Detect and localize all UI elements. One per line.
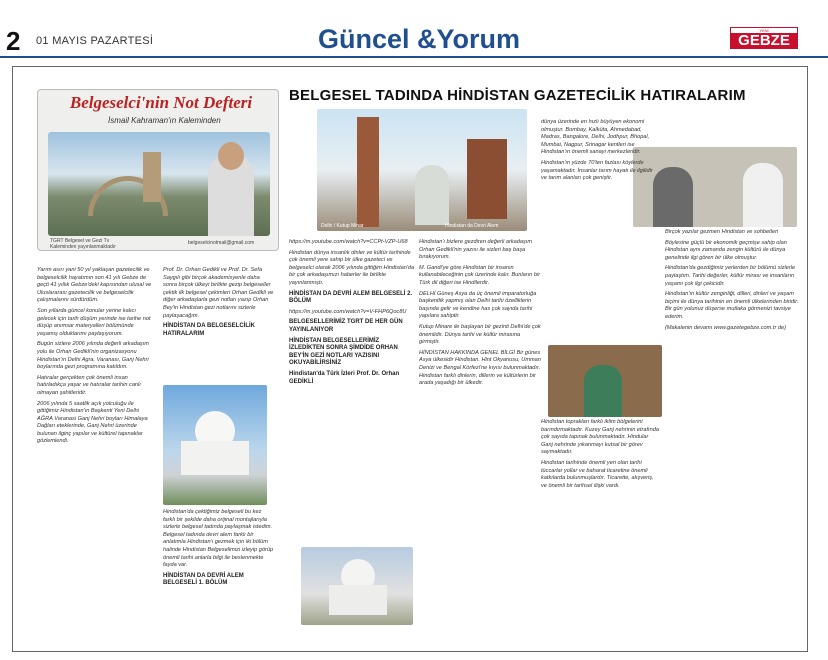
paragraph: Hindistan'ı bizlere gezdiren değerli arkadaşım Orhan Gedikli'nin yazısı ile sizleri baş başa bırakıyorum. bbox=[419, 239, 533, 261]
paragraph: dünya üzerinde en hızlı büyüyen ekonomi olmuştur. Bombay, Kalküta, Ahmedabad, Madras, Bangalore, Delhi, Jodhpur, Bhopal, Mumbai, Nagpur, Srinagar kentleri ise Hindistan'ın önemli sanayi merkezleridir. bbox=[541, 119, 650, 156]
photo-caption-left: Delhi / Kutup Minar bbox=[321, 223, 364, 229]
text-column-2 bbox=[163, 267, 275, 383]
subheading: BELGESELLERİMİZ TGRT DE HER GÜN YAYINLANIYOR bbox=[289, 319, 403, 333]
article-headline: BELGESEL TADINDA HİNDİSTAN GAZETECİLİK HATIRALARIM bbox=[289, 87, 746, 104]
paragraph: Hindistan'da gezdiğimiz yerlerden bir bölümü sizlerle paylaştım. Tarihi değerler, kültür mirası ve insanların yaşamı çok ilgi çekicidir. bbox=[665, 265, 796, 287]
ruin-shape bbox=[467, 139, 507, 219]
banner-photo bbox=[48, 132, 270, 236]
photo-caption: Birçok yazılar gezmen Hindistan ve sohbetleri bbox=[665, 229, 779, 235]
subheading: HİNDİSTAN DA DEVRİ ALEM BELGESELİ 1. BÖLÜM bbox=[163, 572, 244, 587]
author-head bbox=[218, 142, 244, 170]
video-link[interactable]: https://m.youtube.com/watch?v=CCPt-VZP-U68 bbox=[289, 239, 408, 245]
paragraph: Hindistan toprakları farklı iklim bölgelerini barındırmaktadır. Kuzey Ganj nehrinin etrafında çok sayıda tapınak bulunmaktadır. Hindular Ganj nehrinde yıkanmayı kutsal bir görev saymaktadır. bbox=[541, 419, 659, 456]
paragraph: Hindistan'ın kültür zenginliği, dilleri, dinleri ve yaşam biçimi ile dünya tarihinin en önemli ülkelerinden biridir. Bir gün yolunuz düşerse mutlaka görmenizi tavsiye ederim. bbox=[665, 291, 799, 320]
paragraph: Kutup Minare ile başlayan bir gezinti Delhi'de çok önemlidir. Dünya tarihi ve kültür mirasına girmiştir. bbox=[419, 323, 541, 346]
newspaper-logo bbox=[730, 27, 798, 49]
paragraph: Hatıralar gerçekten çok önemli insan hatırladıkça yaşar ve hatıralar tarihin canlı olmayan şahitleridir. bbox=[37, 374, 141, 396]
paragraph: 2006 yılında 5 saatlik açık yolculuğu ile gittiğimiz Hindistan'ın Başkenti Yeni Delhi AĞRA Varanasi Ganj Nehri boyları Himalaya Dağları eteklerinde, Ganj Nehri üzerinde bulunan ilginç yapılar ve kültürel tapınaklar gözlemlendi. bbox=[37, 400, 148, 445]
building-shape-2 bbox=[329, 585, 387, 615]
column-title: Belgeselci'nin Not Defteri bbox=[69, 93, 253, 112]
subheading: Hindistan'da Türk İzleri Prof. Dr. Orhan GEDİKLİ bbox=[289, 370, 400, 385]
man-left-shape bbox=[653, 167, 693, 227]
text-column-5 bbox=[541, 119, 659, 345]
banner-email: belgeselcinotmail@gmail.com bbox=[188, 240, 255, 246]
paragraph: Böylesine güçlü bir ekonomik geçmişe sahip olan Hindistan aynı zamanda zengin kültürü ile dünya genelinde ilgi gören bir ülke olmuştur. bbox=[665, 239, 787, 261]
section-title: Güncel &Yorum bbox=[318, 24, 521, 54]
text-column-6 bbox=[665, 229, 803, 649]
logo-main-text: GEBZE bbox=[731, 33, 797, 49]
subheading: HİNDİSTAN DA BELGESELCİLİK HATIRALARIM bbox=[163, 323, 256, 337]
paragraph: (Makalenin devamı www.gazetegebze.com.tr de) bbox=[665, 324, 786, 331]
paragraph: M. Gandi'ye göre Hindistan bir insanın kullanabileceğinin çok üzerinde kalır. Bunların bir Türk dil diğeri ise Hindilerdir. bbox=[419, 264, 541, 286]
paragraph: Hindistan'ın yüzde 70'ten fazlası köylerde yaşamaktadır. İnsanlar tarım hayatı ile ilgilidir ve tarım alanları çok geniştir. bbox=[541, 159, 653, 182]
man-right-shape bbox=[743, 163, 783, 227]
paragraph: Hindistan dünya insanlık dinler ve kültür tarihinde çok önemli yere sahip bir ülke gazeteci ve belgeselci olarak 2006 yılında gittiğim Hindistan'da bir çok arkadaşımızı haberler ile birlikte yayınlanmıştı. bbox=[289, 249, 415, 286]
masthead bbox=[0, 0, 828, 62]
person-shape bbox=[415, 165, 449, 225]
tower-shape bbox=[143, 152, 161, 202]
text-column-2b bbox=[163, 509, 275, 645]
photo-caption-right: Hindistan da Devri Alem bbox=[445, 223, 499, 229]
photo-shopkeeper bbox=[548, 345, 662, 417]
text-column-3 bbox=[289, 239, 415, 545]
logo-small-text: YENİ bbox=[759, 28, 769, 33]
paragraph: Hindistan'da çektiğimiz belgeseli bu kez farklı bir şekilde daha orijinal montajlarıyla sizlerle belgesel tadında paylaşmak istedim. Belgesel tadında devri alem farklı bir anlatımla Hindistan'ı gezmek için iki bölüm halinde Hindistan Belgeselimizi izleyip görüp önemli tarihi anlarla bilgi ile beslenmekte fayda var. bbox=[163, 509, 274, 569]
subheading: HİNDİSTAN BELGESELLERİMİZ İZLEDİKTEN SONRA ŞİMDİDE ORHAN BEY'İN GEZİ NOTLARI YAZISINI OKUYABİLİRSİNİZ bbox=[289, 337, 398, 367]
article-frame bbox=[12, 66, 808, 652]
banner-caption-1: TGRT Belgesel ve Gezi Tv bbox=[50, 238, 110, 244]
paragraph: DELHİ Güneş Asya da üç önemli imparatorluğa başkentlik yapmış olan Delhi tarihi özelliklerin başında gelir ve kendine has çok sayıda tarihi yapılara sahiptir. bbox=[419, 290, 537, 320]
text-column-5b bbox=[541, 419, 659, 647]
paragraph: Bugün sizlere 2006 yılında değerli arkadaşım yolu ile Orhan Gedikli'nin organizasyonu Hindistan'ın Delhi Agra, Varanası, Ganj Nehri boylarında gezi programına katıldım. bbox=[37, 341, 149, 371]
minaret-shape bbox=[357, 117, 379, 227]
page-number: 2 bbox=[6, 26, 21, 56]
paragraph: Hindistan tarihinde önemli yeri olan tarihi tüccarlar yollar ve baharat ticaretine önemli katkılarda bulunmuşlardır. Ticarette, alışveriş, ve önemli bir tarihsel ilişki vardı. bbox=[541, 459, 654, 489]
photo-qutub-minar bbox=[317, 109, 527, 231]
issue-date: 01 MAYIS PAZARTESİ bbox=[36, 35, 154, 47]
paragraph: HİNDİSTAN HAKKINDA GENEL BİLGİ Bir günes Asya ülkesidir Hindistan. Hint Okyanusu, Umman Denizi ve Bengal Körfezi'ne kıyısı bulunmaktadır. Hindistan farklı dinlerin, dillerin ve kültürlerin bir arada yaşadığı bir ülkedir. bbox=[419, 349, 541, 387]
video-link[interactable]: https://m.youtube.com/watch?v=V-FHP6Qoc8U bbox=[289, 308, 407, 315]
text-column-1 bbox=[37, 267, 155, 647]
column-banner bbox=[37, 89, 279, 251]
photo-taj-mahal bbox=[163, 385, 267, 505]
building-shape bbox=[181, 441, 249, 475]
paragraph: Son yıllarda güncel konular yerine kalıcı gelecek için tarih düşüm yerinde ise tarihe not düşüp anımsar materyalleri bölümünde yaşamış olduklarımı paylaşıyorum. bbox=[37, 307, 151, 337]
photo-taj-mahal-2 bbox=[301, 547, 413, 625]
column-author: İsmail Kahraman'ın Kaleminden bbox=[108, 116, 221, 125]
subheading: HİNDİSTAN DA DEVRİ ALEM BELGESELİ 2. BÖLÜM bbox=[289, 290, 413, 305]
text-column-4 bbox=[419, 239, 541, 647]
shopkeeper-shape bbox=[584, 365, 622, 417]
paragraph: Yarım asırı yani 50 yıl yaklaşan gazetecilik ve belgeselcilik hayatımın son 41 yılı Gebze de geçti 41 yıllık Gebze'deki kapısından ulusal ve Uluslararası gazetecilik ve belgeselcilik çalışmalarını sürdürdüm. bbox=[37, 267, 152, 304]
banner-caption-2: Kaleminden yayınlanmaktadır bbox=[50, 244, 116, 250]
header-rule bbox=[0, 56, 828, 58]
paragraph: Prof. Dr. Orhan Gedikli ve Prof. Dr. Sefa Saygılı gibi birçok akademisyenle daha sonra birçok ülkeyi birlikte gezip belgeseller çektik ilk belgesel çekimleri Orhan Gedikli ve diğer arkadaşlarla gezi notları yazıp Orhan Bey'in Hindistan gezi notlarını sizlerle paylaşacağım. bbox=[163, 267, 274, 319]
